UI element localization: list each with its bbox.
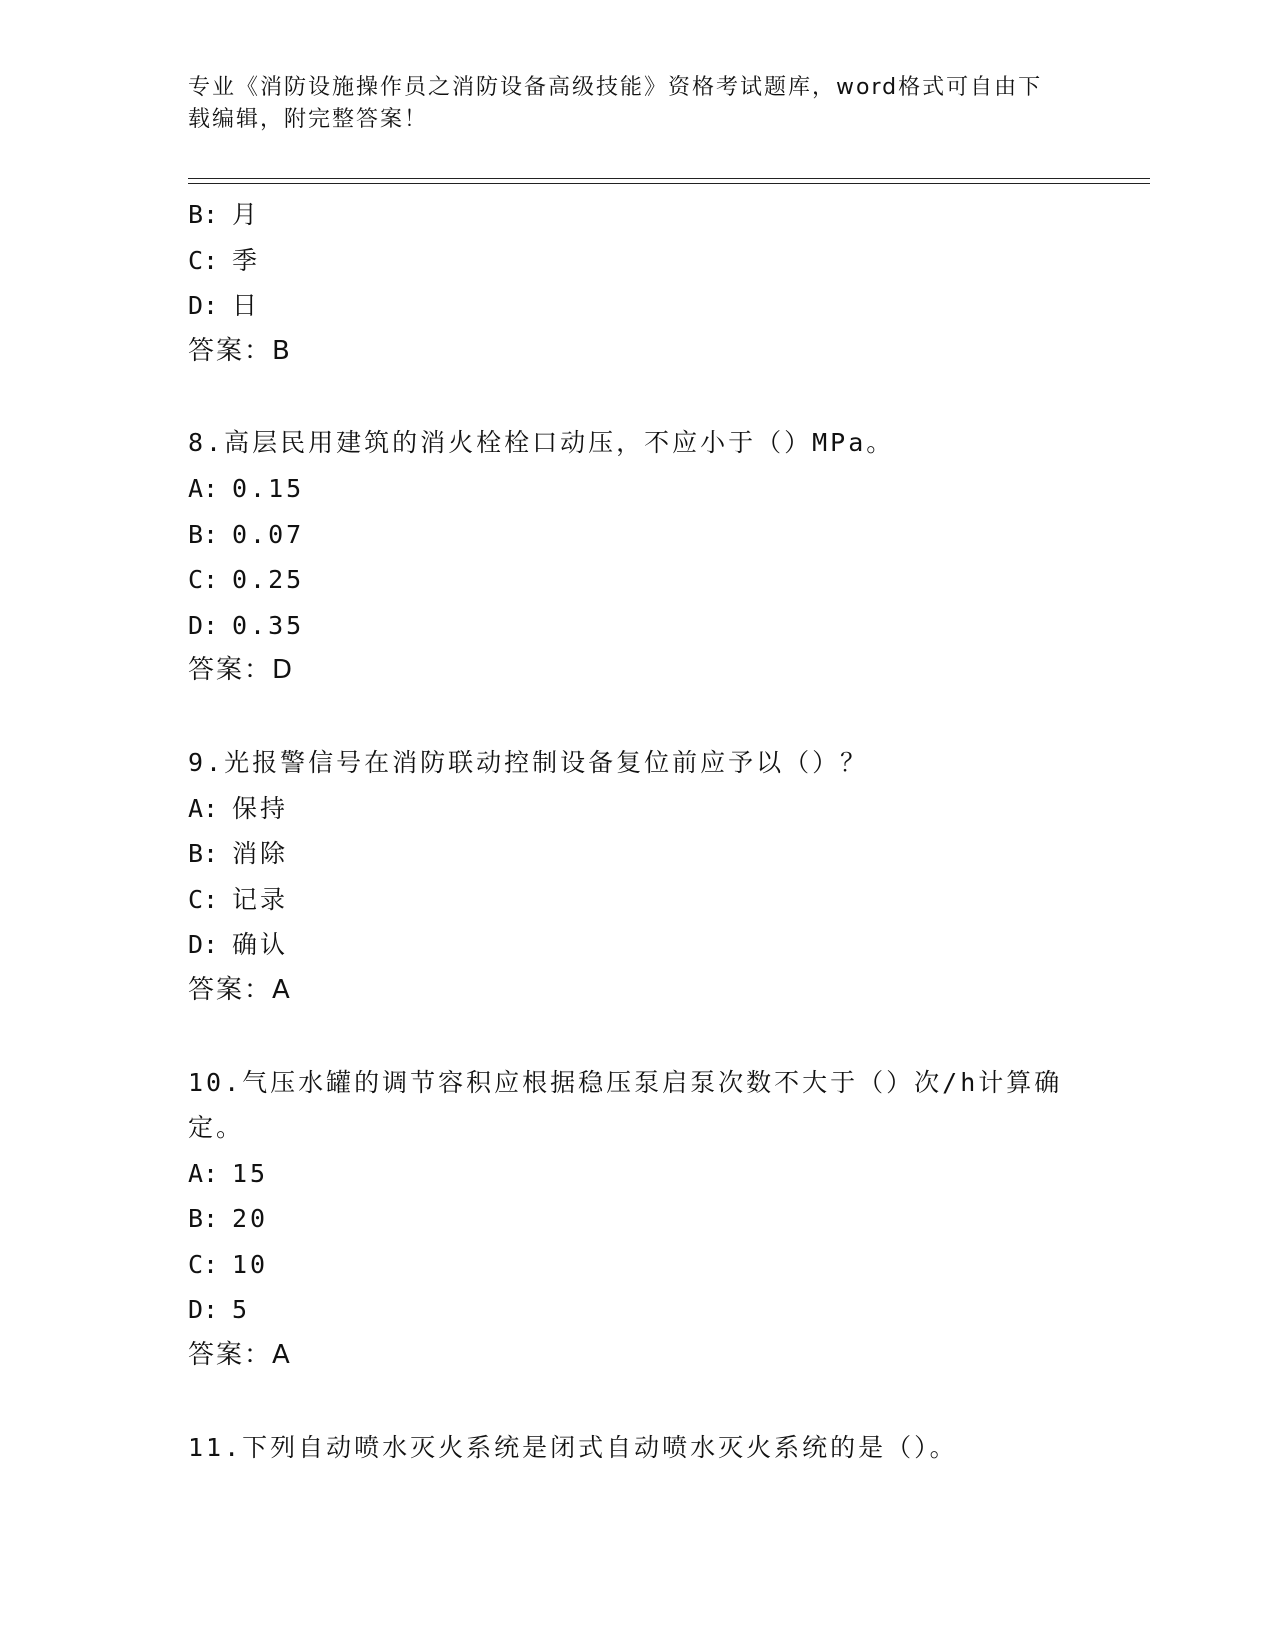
option-text: 0.25 [232,565,305,595]
option-text: 5 [232,1295,251,1325]
option-letter: B: [188,1204,219,1234]
header-divider-bottom [188,183,1150,184]
option-text: 0.35 [232,610,305,640]
answer-label: 答案：D [188,655,295,686]
option-text: 确认 [232,930,289,960]
option-c [188,557,1088,603]
question-stem: 9.光报警信号在消防联动控制设备复位前应予以（）？ [188,747,869,777]
option-text: 月 [232,200,261,229]
answer-label: 答案：A [188,1340,292,1371]
option-text: 日 [232,291,261,321]
option-a [188,1151,1088,1197]
question-stem-line-1: 10.气压水罐的调节容积应根据稳压泵启泵次数不大于（）次/h计算确 [188,1067,1063,1097]
option-text: 0.07 [232,519,305,549]
document-header [188,72,1088,136]
option-letter: C: [188,1249,219,1279]
answer-label: 答案：A [188,974,292,1005]
option-letter: B: [188,839,219,869]
header-line-2: 载编辑，附完整答案！ [188,107,429,132]
option-d [188,603,1088,649]
option-c [188,877,1088,923]
option-text: 消除 [232,839,289,869]
option-letter: D: [188,610,219,640]
option-c [188,238,1088,284]
option-letter: B: [188,200,219,229]
question-10 [188,1060,1088,1379]
option-text: 季 [232,245,261,275]
question-11 [188,1425,1088,1471]
question-stem: 8.高层民用建筑的消火栓栓口动压，不应小于（）MPa。 [188,428,895,458]
option-letter: C: [188,565,219,595]
option-letter: A: [188,1158,219,1188]
option-letter: C: [188,245,219,275]
option-text: 10 [232,1249,269,1279]
option-a [188,466,1088,512]
option-text: 保持 [232,793,289,823]
header-divider-top [188,178,1150,179]
option-letter: D: [188,930,219,960]
option-text: 记录 [232,884,289,914]
answer-label: 答案：B [188,335,292,366]
option-d [188,922,1088,968]
option-a [188,786,1088,832]
question-8 [188,420,1088,694]
option-b [188,831,1088,877]
question-list [188,192,1088,1470]
question-stem: 11.下列自动喷水灭火系统是闭式自动喷水灭火系统的是（）。 [188,1432,958,1462]
option-text: 15 [232,1158,269,1188]
option-b [188,512,1088,558]
option-letter: A: [188,793,219,823]
header-line-1: 专业《消防设施操作员之消防设备高级技能》资格考试题库，word格式可自由下 [188,75,1043,100]
option-letter: D: [188,291,219,321]
option-letter: A: [188,473,219,503]
question-9 [188,740,1088,1014]
option-c [188,1242,1088,1288]
option-letter: D: [188,1295,219,1325]
option-b [188,192,1088,238]
option-text: 0.15 [232,473,305,503]
option-letter: B: [188,519,219,549]
option-text: 20 [232,1204,269,1234]
option-b [188,1196,1088,1242]
question-7 [188,192,1088,374]
question-stem-line-2: 定。 [188,1113,245,1143]
option-d [188,283,1088,329]
option-d [188,1287,1088,1333]
option-letter: C: [188,884,219,914]
